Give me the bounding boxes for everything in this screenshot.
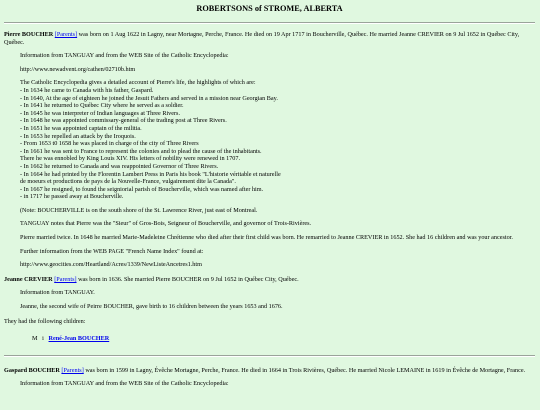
encyclopedia-line: - From 1653 t0 1658 he was placed in charge of the city of Three Rivers <box>20 140 199 148</box>
encyclopedia-line: - In 1645 he was interpreter of Indian languages at Three Rivers. <box>20 109 181 117</box>
encyclopedia-line: There he was ennobled by King Louis XIV. His letters of nobility were renewed in 1707. <box>20 155 241 163</box>
encyclopedia-line: - in 1717 he passed away at Boucherville. <box>20 193 124 201</box>
encyclopedia-line: - In 1664 he had printed by the Florentin Lambert Press in Paris his book "L'historie véritable et naturelle <box>20 170 281 178</box>
person-entry-gaspard <box>4 367 535 388</box>
encyclopedia-line: The Catholic Encyclopedia gives a detailed account of Pierre's life, the highlights of which are: <box>20 79 256 87</box>
page-title: ROBERTSONS of STROME, ALBERTA <box>196 4 343 13</box>
parents-link[interactable]: [Parents] <box>54 275 77 283</box>
encyclopedia-line: - In 1634 he came to Canada with his father, Gaspard. <box>20 86 154 94</box>
section-divider <box>4 355 535 357</box>
person-name: Jeanne CREVIER <box>4 275 53 283</box>
top-divider <box>4 22 535 24</box>
source-url: http://www.newadvent.org/cathen/02710b.htm <box>20 65 136 73</box>
person-entry-jeanne <box>4 276 535 311</box>
children-heading: They had the following children: <box>4 317 86 325</box>
person-summary-text: was born on 1 Aug 1622 in Lagny, near Mortagne, Perche, France. He died on 19 Apr 1717 in Boucherville, Québec. He married Jeanne CREVIER on 9 Jul 1652 in Québec City, Québec. <box>4 31 520 46</box>
encyclopedia-line: - In 1662 he returned to Canada and was reappointed Governor of Three Rivers. <box>20 162 219 170</box>
info-source: Information from TANGUAY and from the WEB Site of the Catholic Encyclopedia: <box>20 52 229 60</box>
jeanne-summary <box>4 276 535 284</box>
pierre-notes <box>4 46 535 269</box>
encyclopedia-line: - In 1640, At the age of eighteen he joined the Jesuit Fathers and served in a mission near Georgian Bay. <box>20 94 278 102</box>
child-row <box>4 335 535 343</box>
child-link[interactable]: René-Jean BOUCHER <box>48 335 110 343</box>
document-page <box>0 5 540 410</box>
tanguay-note: TANGUAY notes that Pierre was the "Sieur" of Gros-Bois, Seigneur of Boucherville, and governor of Trois-Rivières. <box>20 220 312 228</box>
children-section <box>4 318 535 343</box>
person-summary-text: was born in 1599 in Lagny, Évêche Mortagne, Perche, France. He died in 1664 in Trois Rivières, Québec. He married Nicole LEMAINE in 1619 in Évêche de Mortagne, France. <box>85 366 526 374</box>
encyclopedia-line: - In 1653 he repelled an attack by the Iroquois. <box>20 132 136 140</box>
gaspard-notes <box>4 374 535 388</box>
encyclopedia-line: - In 1667 he resigned, to found the seigniorial parish of Boucherville, which was named after him. <box>20 185 264 193</box>
marriage-note: Pierre married twice. In 1648 he married Marie-Madeleine Chrétienne who died after their first child was born. He remarried to Jeanne CREVIER in 1652. She had 16 children and was your ancestor. <box>20 234 513 242</box>
child-index: i <box>42 335 44 343</box>
person-summary-text: was born in 1636. She married Pierre BOUCHER on 9 Jul 1652 in Québec City, Québec. <box>78 275 299 283</box>
encyclopedia-line: de moeurs et productions de pays de la Nouvelle-France, vulgairement dite la Canada". <box>20 178 236 186</box>
second-wife-note: Jeanne, the second wife of Peirre BOUCHER, gave birth to 16 children between the years 1653 and 1676. <box>20 303 283 311</box>
further-info: Further information from the WEB PAGE "French Name Index" found at: <box>20 247 204 255</box>
info-source: Information from TANGUAY and from the WEB Site of the Catholic Encyclopedia: <box>20 380 229 388</box>
page-content <box>0 5 540 388</box>
pierre-summary <box>4 31 535 46</box>
gaspard-summary <box>4 367 535 375</box>
person-entry-pierre <box>4 31 535 269</box>
encyclopedia-line: - In 1651 he was appointed captain of the militia. <box>20 124 142 132</box>
jeanne-notes <box>4 283 535 310</box>
person-name: Gaspard BOUCHER <box>4 366 60 374</box>
encyclopedia-summary <box>20 79 535 201</box>
parents-link[interactable]: [Parents] <box>54 31 78 38</box>
info-source: Information from TANGUAY. <box>20 289 95 297</box>
parents-link[interactable]: [Parents] <box>61 366 84 374</box>
encyclopedia-line: - In 1648 he was appointed commissary-general of the trading post at Three Rivers. <box>20 117 227 125</box>
child-sex: M <box>32 335 38 343</box>
note-text: (Note: BOUCHERVILLE is on the south shore of the St. Lawrence River, just east of Montreal. <box>20 206 258 214</box>
encyclopedia-line: - In 1641 he returned to Québec City where he served as a soldier. <box>20 102 184 110</box>
encyclopedia-line: - In 1661 he was sent to France to represent the colonies and to plead the cause of the inhabitants. <box>20 147 262 155</box>
person-name: Pierre BOUCHER <box>4 31 54 38</box>
source-url: http://www.geocities.com/Heartland/Acres/1339/NewListeAncetres1.htm <box>20 261 202 269</box>
